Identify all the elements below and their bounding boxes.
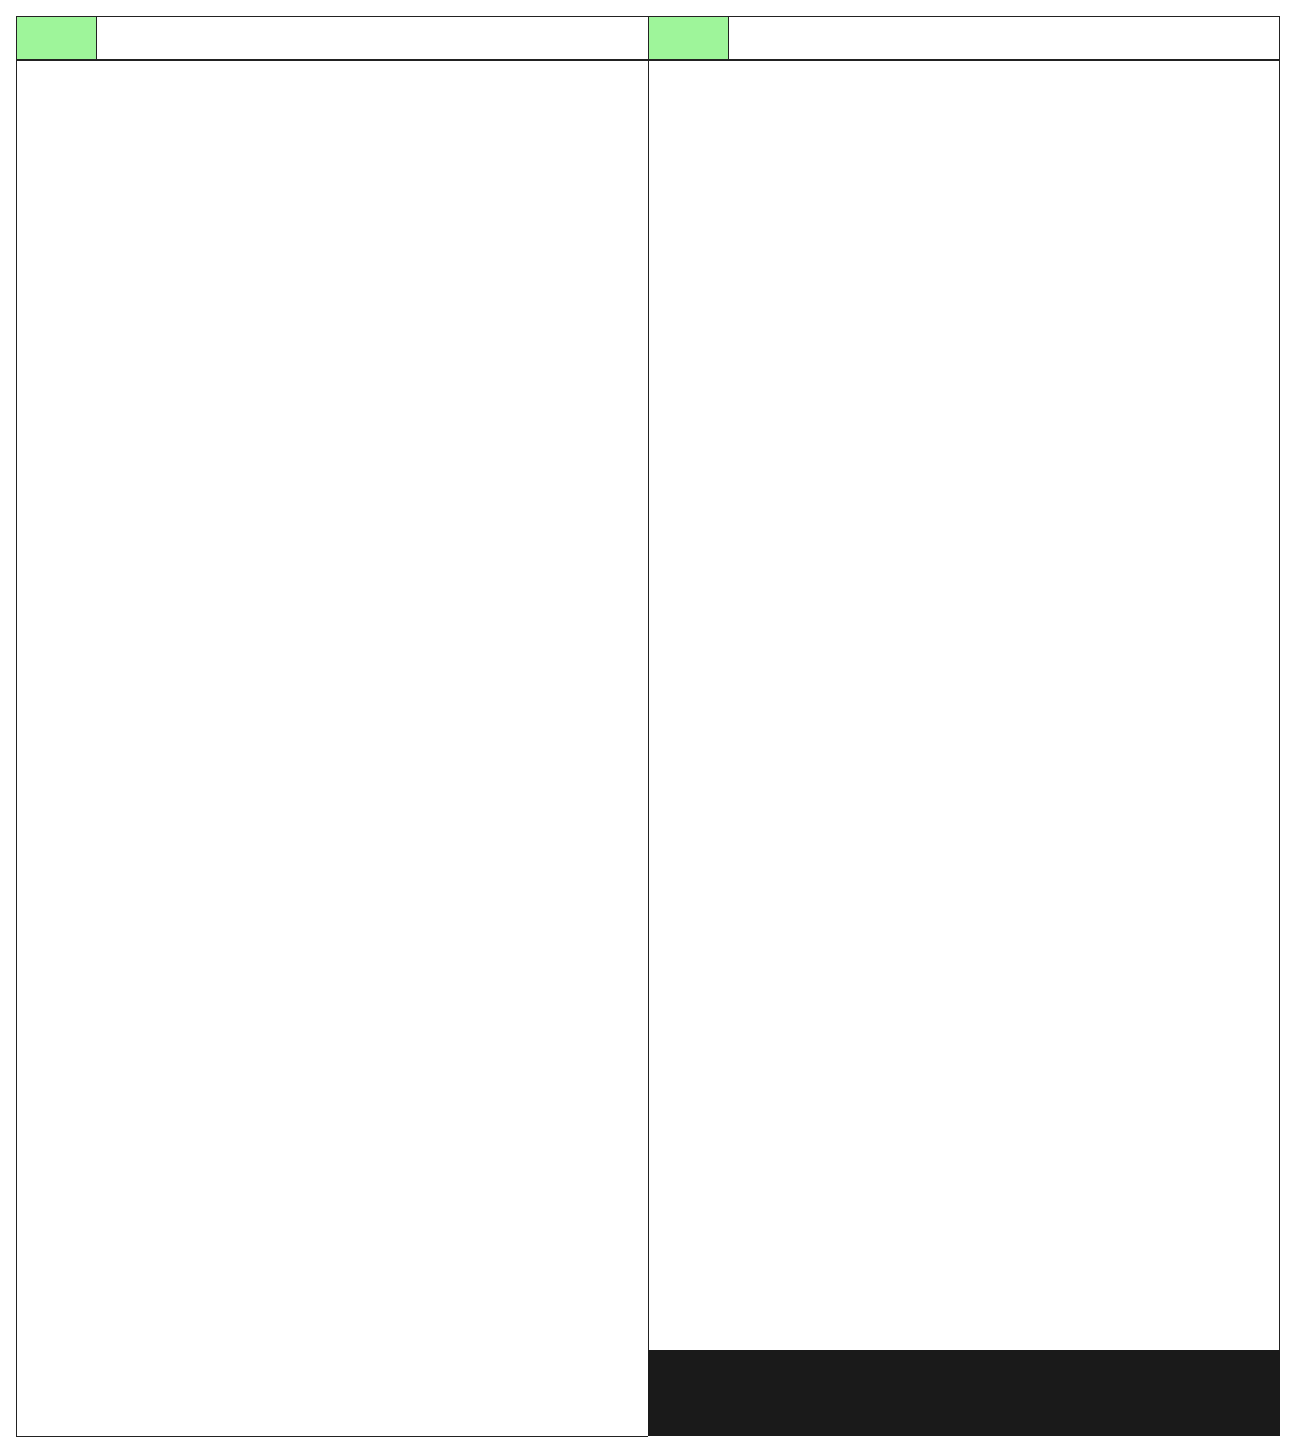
site-banner xyxy=(648,1350,1280,1436)
calendar-panel-right xyxy=(648,16,1280,1352)
calendar-panel-left xyxy=(16,16,648,1437)
weekday-header-left xyxy=(17,17,648,61)
year-label xyxy=(649,17,729,59)
year-label xyxy=(17,17,97,59)
weekday-header-right xyxy=(649,17,1279,61)
